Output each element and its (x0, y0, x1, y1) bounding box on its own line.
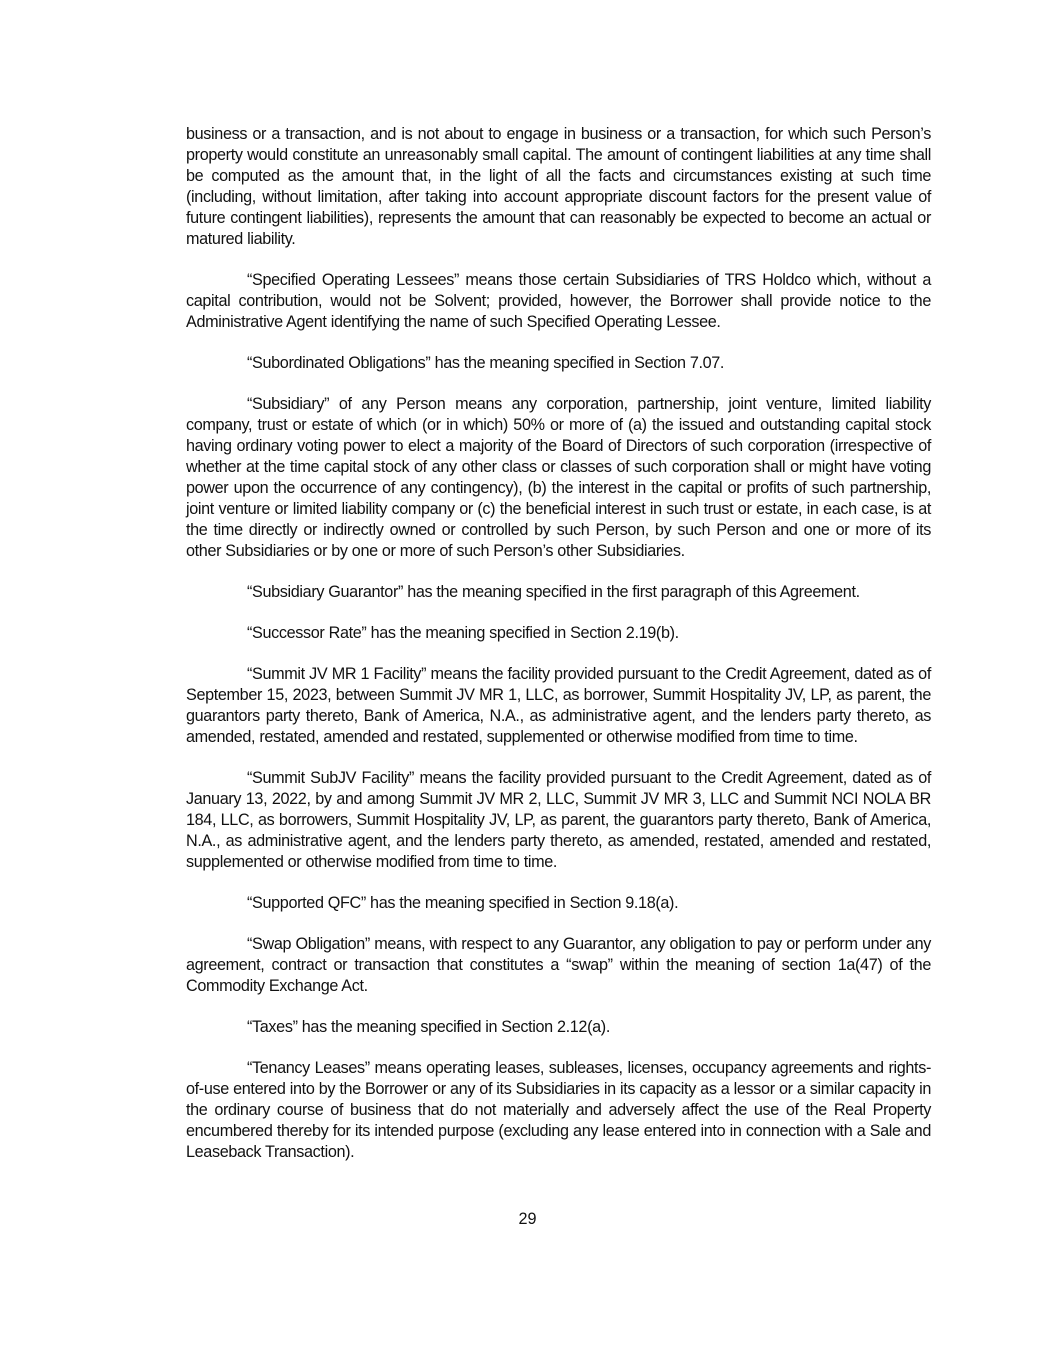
definition-supported-qfc: “Supported QFC” has the meaning specified in Section 9.18(a). (247, 894, 679, 912)
definition-specified-operating-lessees: “Specified Operating Lessees” means those certain Subsidiaries of TRS Holdco which, without a capital contribution, would not be Solvent; provided, however, the Borrower shall provide notice to the Administrative Agent identifying the name of such Specified Operating Lessee. (186, 271, 931, 331)
definition-summit-subjv-facility: “Summit SubJV Facility” means the facility provided pursuant to the Credit Agreement, dated as of January 13, 2022, by and among Summit JV MR 2, LLC, Summit JV MR 3, LLC and Summit NCI NOLA BR 184, LLC, as borrowers, Summit Hospitality JV, LP, as parent, the guarantors party thereto, Bank of America, N.A., as administrative agent, and the lenders party thereto, as amended, restated, amended and restated, supplemented or otherwise modified from time to time. (186, 769, 931, 871)
paragraph-continuation: business or a transaction, and is not about to engage in business or a transaction, for which such Person’s property would constitute an unreasonably small capital. The amount of contingent liabilities at any time shall be computed as the amount that, in the light of all the facts and circumstances existing at such time (including, without limitation, after taking into account appropriate discount factors for the present value of future contingent liabilities), represents the amount that can reasonably be expected to become an actual or matured liability. (186, 125, 931, 248)
definition-tenancy-leases: “Tenancy Leases” means operating leases, subleases, licenses, occupancy agreements and rights-of-use entered into by the Borrower or any of its Subsidiaries in its capacity as a lessor or a similar capacity in the ordinary course of business that do not materially and adversely affect the use of the Real Property encumbered thereby for its intended purpose (excluding any lease entered into in connection with a Sale and Leaseback Transaction). (186, 1059, 931, 1161)
definition-taxes: “Taxes” has the meaning specified in Section 2.12(a). (247, 1018, 610, 1036)
definition-subsidiary-guarantor: “Subsidiary Guarantor” has the meaning specified in the first paragraph of this Agreement. (247, 583, 860, 601)
definition-summit-jv-mr1-facility: “Summit JV MR 1 Facility” means the facility provided pursuant to the Credit Agreement, dated as of September 15, 2023, between Summit JV MR 1, LLC, as borrower, Summit Hospitality JV, LP, as parent, the guarantors party thereto, Bank of America, N.A., as administrative agent, and the lenders party thereto, as amended, restated, amended and restated, supplemented or otherwise modified from time to time. (186, 665, 931, 746)
definition-successor-rate: “Successor Rate” has the meaning specified in Section 2.19(b). (247, 624, 679, 642)
definition-subsidiary: “Subsidiary” of any Person means any corporation, partnership, joint venture, limited liability company, trust or estate of which (or in which) 50% or more of (a) the issued and outstanding capital stock having ordinary voting power to elect a majority of the Board of Directors of such corporation (irrespective of whether at the time capital stock of any other class or classes of such corporation shall or might have voting power upon the occurrence of any contingency), (b) the interest in the capital or profits of such partnership, joint venture or limited liability company or (c) the beneficial interest in such trust or estate, in each case, is at the time directly or indirectly owned or controlled by such Person, by such Person and one or more of its other Subsidiaries or by one or more of such Person’s other Subsidiaries. (186, 395, 931, 560)
definition-subordinated-obligations: “Subordinated Obligations” has the meaning specified in Section 7.07. (247, 354, 725, 372)
page-number: 29 (518, 1210, 537, 1228)
definition-swap-obligation: “Swap Obligation” means, with respect to any Guarantor, any obligation to pay or perform under any agreement, contract or transaction that constitutes a “swap” within the meaning of section 1a(47) of the Commodity Exchange Act. (186, 935, 931, 995)
document-body (186, 124, 931, 1183)
